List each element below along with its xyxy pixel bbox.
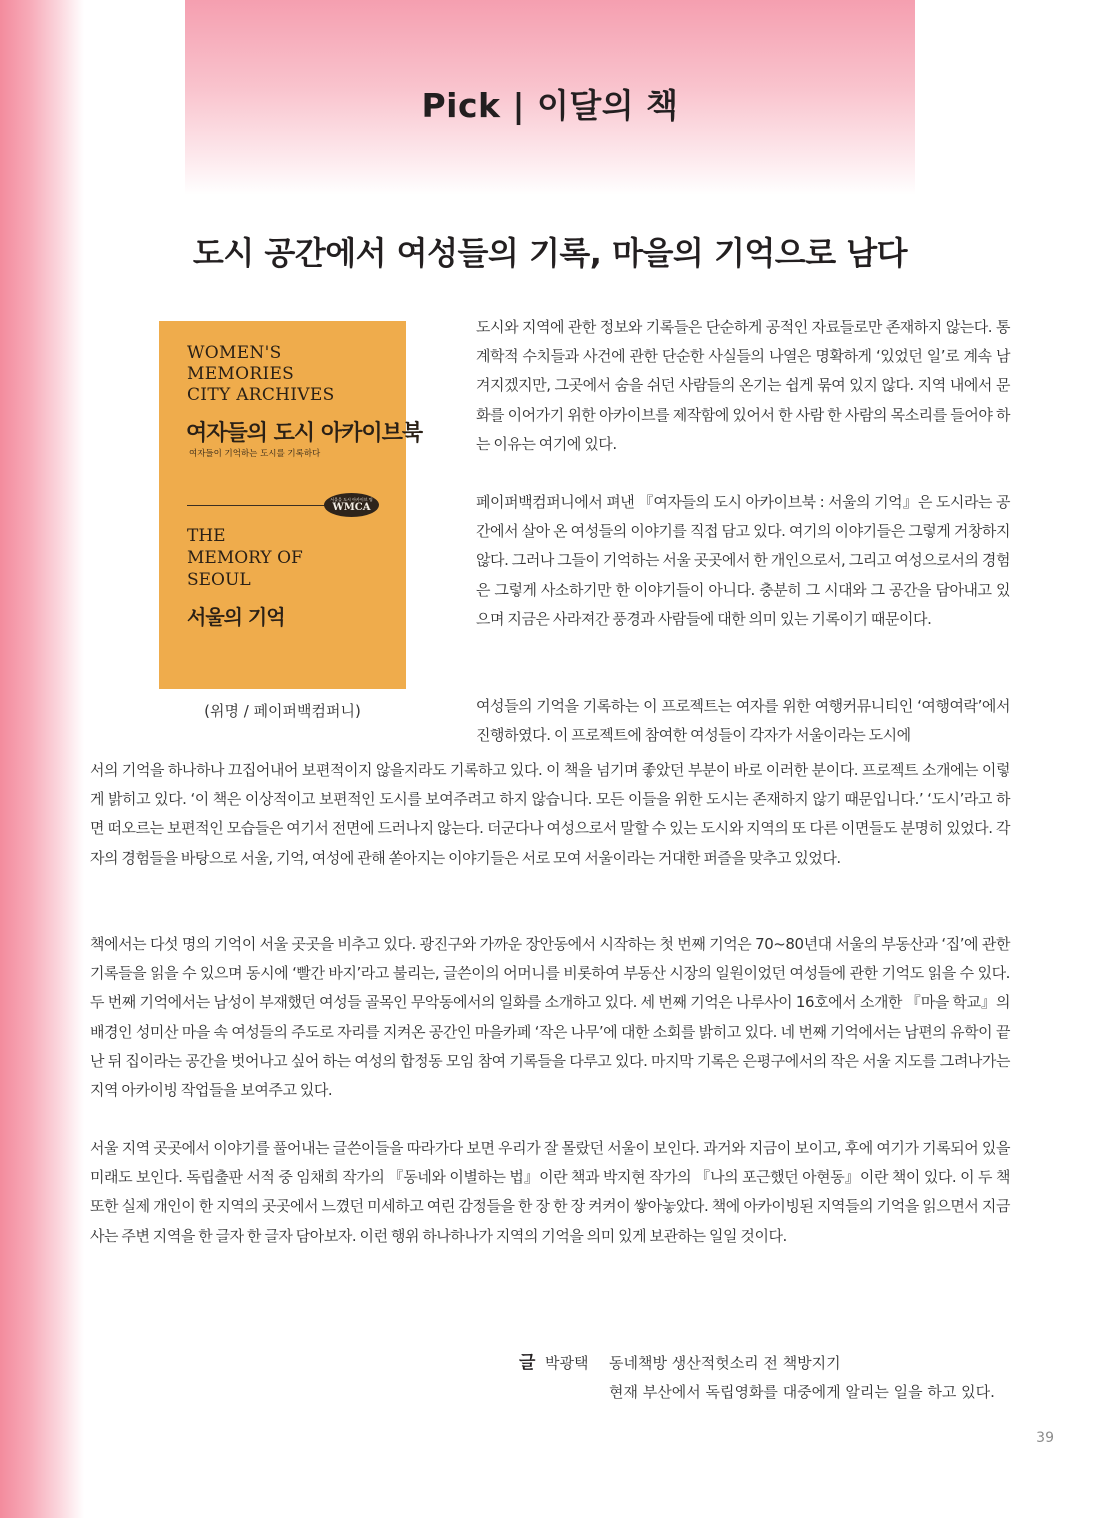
publisher-logo-badge (324, 493, 379, 517)
author-role-line-1: 동네책방 생산적헛소리 전 책방지기 (609, 1354, 841, 1372)
body-paragraph-4: 책에서는 다섯 명의 기억이 서울 곳곳을 비추고 있다. 광진구와 가까운 장안동에서 시작하는 첫 번째 기억은 70~80년대 서울의 부동산과 ‘집’에 관한 기록들을 읽을 수 있으며 동시에 ‘빨간 바지’라고 불리는, 글쓴이의 어머니를 비롯하여 부동산 시장의 일원이었던 여성들에 관한 기억도 읽을 수 있다. 두 번째 기억에서는 남성이 부재했던 여성들 골목인 무악동에서의 일화를 소개하고 있다. 세 번째 기억은 나루사이 16호에서 소개한 『마을 학교』의 배경인 성미산 마을 속 여성들의 주도로 자리를 지켜온 공간인 마을카페 ‘작은 나무’에 대한 소회를 밝히고 있다. 네 번째 기억에서는 남편의 유학이 끝난 뒤 집이라는 공간을 벗어나고 싶어 하는 여성의 합정동 모임 참여 기록들을 다루고 있다. 마지막 기록은 은평구에서의 작은 서울 지도를 그려나가는 지역 아카이빙 작업들을 보여주고 있다. (90, 935, 1010, 1100)
badge-main-text: WMCA (332, 502, 371, 513)
cover-english-title-line: MEMORIES (187, 364, 295, 384)
section-title: Pick | 이달의 책 (421, 86, 679, 125)
page-number: 39 (1036, 1430, 1054, 1446)
cover-english-subtitle-line: THE (187, 526, 226, 546)
cover-english-title-line: CITY ARCHIVES (187, 385, 335, 405)
cover-divider-line (187, 505, 327, 506)
cover-korean-bottom-title: 서울의 기억 (187, 605, 285, 629)
body-paragraph-3-continued: 서의 기억을 하나하나 끄집어내어 보편적이지 않을지라도 기록하고 있다. 이 책을 넘기며 좋았던 부분이 바로 이러한 분이다. 프로젝트 소개에는 이렇게 밝히고 있다. ‘이 책은 이상적이고 보편적인 도시를 보여주려고 하지 않습니다. 모든 이들을 위한 도시는 존재하지 않기 때문입니다.’ ‘도시’라고 하면 떠오르는 보편적인 모습들은 여기서 전면에 드러나지 않는다. 더군다나 여성으로서 말할 수 있는 도시와 지역의 또 다른 이면들도 분명히 있었다. 각자의 경험들을 바탕으로 서울, 기억, 여성에 관해 쏟아지는 이야기들은 서로 모여 서울이라는 거대한 퍼즐을 맞추고 있었다. (90, 761, 1010, 867)
author-label: 글 (519, 1353, 536, 1373)
body-paragraph-3-start: 여성들의 기억을 기록하는 이 프로젝트는 여자를 위한 여행커뮤니티인 ‘여행여락’에서 진행하였다. 이 프로젝트에 참여한 여성들이 각자가 서울이라는 도시에 (476, 697, 1010, 745)
badge-small-text: 서울을 도시 아카이브 팀 (330, 497, 373, 502)
cover-korean-subtitle: 여자들이 기억하는 도시를 기록하다 (189, 449, 321, 459)
book-cover-image (159, 321, 423, 689)
article-headline: 도시 공간에서 여성들의 기록, 마을의 기억으로 남다 (192, 234, 908, 272)
left-gradient-band (0, 0, 84, 1518)
cover-english-subtitle (187, 525, 303, 591)
cover-english-subtitle-line: SEOUL (187, 570, 251, 590)
cover-english-title (187, 343, 402, 406)
cover-english-title-line: WOMEN'S (187, 343, 282, 363)
author-credit (519, 1349, 1019, 1407)
body-paragraph-5: 서울 지역 곳곳에서 이야기를 풀어내는 글쓴이들을 따라가다 보면 우리가 잘 몰랐던 서울이 보인다. 과거와 지금이 보이고, 후에 여기가 기록되어 있을 미래도 보인다. 독립출판 서적 중 임채희 작가의 『동네와 이별하는 법』이란 책과 박지현 작가의 『나의 포근했던 아현동』이란 책이 있다. 이 두 책 또한 실제 개인이 한 지역의 곳곳에서 느꼈던 미세하고 여린 감정들을 한 장 한 장 켜켜이 쌓아놓았다. 책에 아카이빙된 지역들의 기억을 읽으면서 지금 사는 주변 지역을 한 글자 한 글자 담아보자. 이런 행위 하나하나가 지역의 기억을 의미 있게 보관하는 일일 것이다. (90, 1139, 1010, 1245)
author-role-line-2: 현재 부산에서 독립영화를 대중에게 알리는 일을 하고 있다. (609, 1383, 995, 1401)
body-paragraph-1: 도시와 지역에 관한 정보와 기록들은 단순하게 공적인 자료들로만 존재하지 않는다. 통계학적 수치들과 사건에 관한 단순한 사실들의 나열은 명확하게 ‘있었던 일’로 계속 남겨지겠지만, 그곳에서 숨을 쉬던 사람들의 온기는 쉽게 묶여 있지 않다. 지역 내에서 문화를 이어가기 위한 아카이브를 제작함에 있어서 한 사람 한 사람의 목소리를 들어야 하는 이유는 여기에 있다. (476, 318, 1010, 453)
cover-korean-title: 여자들의 도시 아카이브북 (186, 421, 423, 446)
body-paragraph-2: 페이퍼백컴퍼니에서 펴낸 『여자들의 도시 아카이브북 : 서울의 기억』은 도시라는 공간에서 살아 온 여성들의 이야기를 직접 담고 있다. 여기의 이야기들은 그렇게 거창하지 않다. 그러나 그들이 기억하는 서울 곳곳에서 한 개인으로서, 그리고 여성으로서의 경험은 그렇게 사소하기만 한 이야기들이 아니다. 충분히 그 시대와 그 공간을 담아내고 있으며 지금은 사라져간 풍경과 사람들에 대한 의미 있는 기록이기 때문이다. (476, 493, 1010, 628)
author-name: 박광택 (545, 1354, 589, 1372)
book-caption: (위명 / 페이퍼백컴퍼니) (204, 702, 361, 720)
cover-english-subtitle-line: MEMORY OF (187, 548, 303, 568)
